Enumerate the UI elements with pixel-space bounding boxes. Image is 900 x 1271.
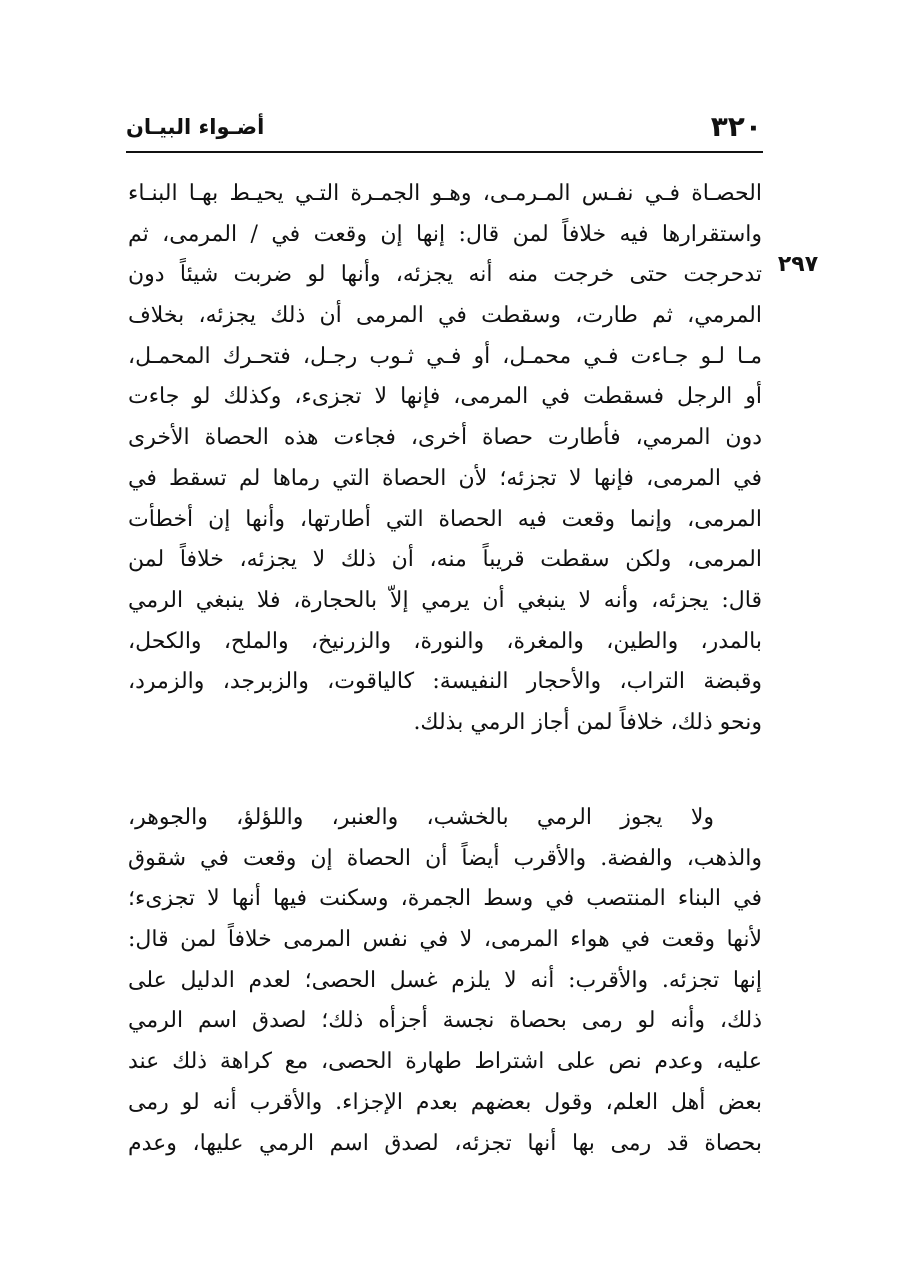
text-line: في البناء المنتصب في وسط الجمرة، وسكنت فيها أنها لا تجزىء؛ [128, 886, 762, 912]
text-line: الحصـاة فـي نفـس المـرمـى، وهـو الجمـرة التـي يحيـط بهـا البنـاء [128, 181, 762, 206]
text-line: قال: يجزئه، وأنه لا ينبغي أن يرمي إلاّ بالحجارة، فلا ينبغي الرمي [128, 587, 762, 613]
text-line: ولا يجوز الرمي بالخشب، والعنبر، واللؤلؤ، والجوهر، [128, 805, 714, 830]
text-line: المرمي، ثم طارت، وسقطت في المرمى أن ذلك يجزئه، بخلاف [128, 303, 762, 329]
page-header [126, 104, 762, 148]
page-number: ٣٢٠ [710, 110, 762, 143]
text-line: والذهب، والفضة. والأقرب أيضاً أن الحصاة إن وقعت في شقوق [128, 845, 762, 871]
running-title: أضـواء البيـان [126, 115, 265, 139]
text-line: المرمى، وإنما وقعت فيه الحصاة التي أطارتها، وأنها إن أخطأت [128, 506, 762, 532]
text-line: في المرمى، فإنها لا تجزئه؛ لأن الحصاة التي رماها لم تسقط في [128, 465, 762, 491]
text-line: وقبضة التراب، والأحجار النفيسة: كالياقوت، والزبرجد، والزمرد، [128, 669, 762, 695]
text-line: تدحرجت حتى خرجت منه أنه يجزئه، وأنها لو ضربت شيئاً دون [128, 262, 762, 288]
text-line: واستقرارها فيه خلافاً لمن قال: إنها إن وقعت في / المرمى، ثم [128, 221, 762, 247]
header-rule [126, 151, 763, 153]
paragraph-2 [128, 798, 762, 1164]
text-line: إنها تجزئه. والأقرب: أنه لا يلزم غسل الحصى؛ لعدم الدليل على [128, 967, 762, 993]
text-line: ونحو ذلك، خلافاً لمن أجاز الرمي بذلك. [413, 709, 762, 735]
text-line: دون المرمي، فأطارت حصاة أخرى، فجاءت هذه الحصاة الأخرى [128, 425, 762, 451]
text-line: بعض أهل العلم، وقول بعضهم بعدم الإجزاء. والأقرب أنه لو رمى [128, 1089, 762, 1115]
text-line: أو الرجل فسقطت في المرمى، فإنها لا تجزىء، وكذلك لو جاءت [128, 384, 762, 410]
paragraph-1 [128, 174, 762, 744]
text-line: بحصاة قد رمى بها أنها تجزئه، لصدق اسم الرمي عليها، وعدم [128, 1130, 762, 1156]
text-line: بالمدر، والطين، والمغرة، والنورة، والزرنيخ، والملح، والكحل، [128, 628, 762, 654]
text-line: مـا لـو جـاءت فـي محمـل، أو فـي ثـوب رجـل، فتحـرك المحمـل، [128, 343, 762, 369]
text-line: لأنها وقعت في هواء المرمى، لا في نفس المرمى خلافاً لمن قال: [128, 927, 762, 953]
text-line: عليه، وعدم نص على اشتراط طهارة الحصى، مع كراهة ذلك عند [128, 1049, 762, 1075]
text-line: المرمى، ولكن سقطت قريباً منه، أن ذلك لا يجزئه، خلافاً لمن [128, 547, 762, 573]
margin-page-reference: ٢٩٧ [777, 252, 819, 277]
text-line: ذلك، وأنه لو رمى بحصاة نجسة أجزأه ذلك؛ لصدق اسم الرمي [128, 1008, 762, 1034]
